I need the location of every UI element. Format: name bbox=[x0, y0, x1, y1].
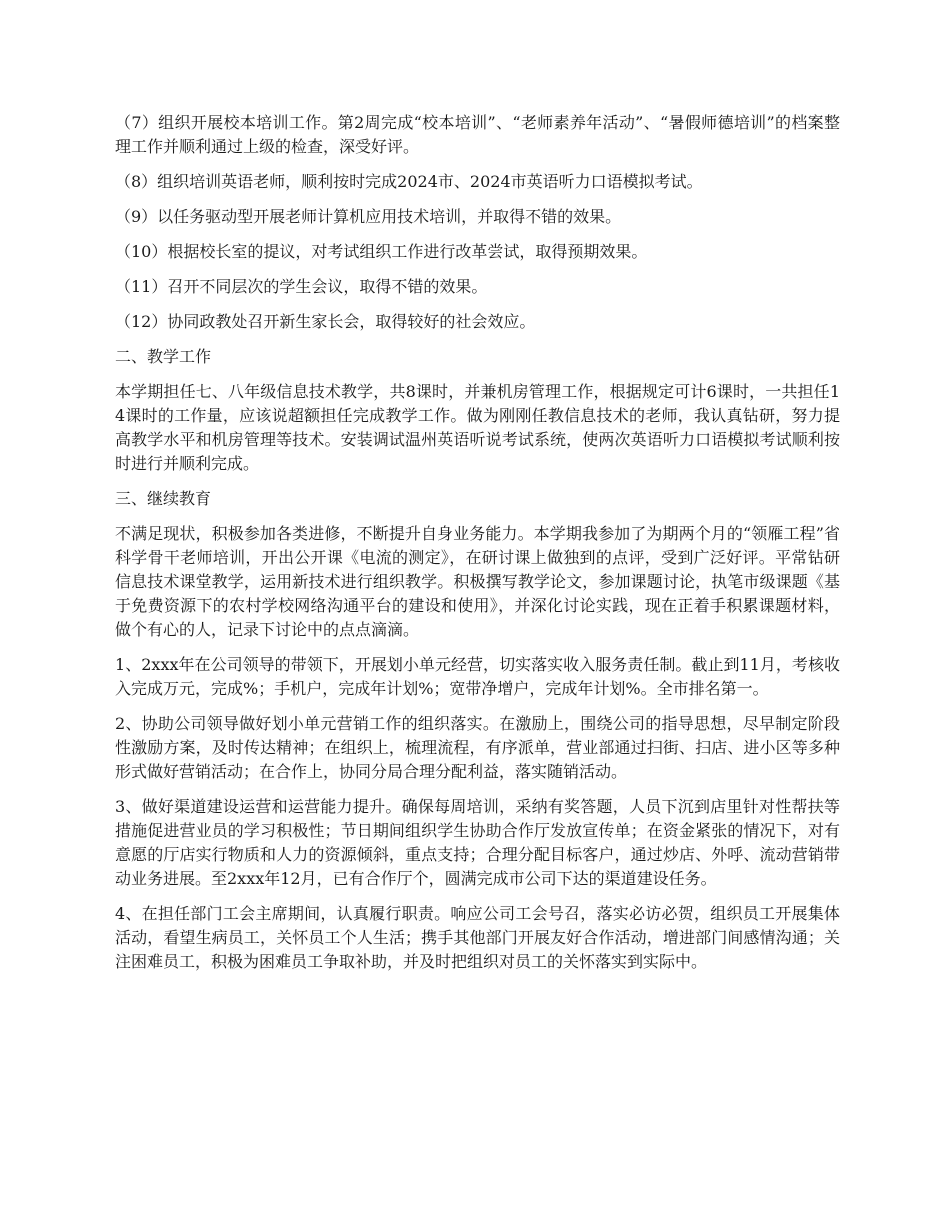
section-heading-continuing-education: 三、继续教育 bbox=[115, 489, 212, 508]
paragraph-point-3: 3、做好渠道建设运营和运营能力提升。确保每周培训，采纳有奖答题，人员下沉到店里针对性帮扶等措施促进营业员的学习积极性；节日期间组织学生协助合作厅发放宣传单；在资金紧张的情况下，对有意愿的厅店实行物质和人力的资源倾斜，重点支持；合理分配目标客户，通过炒店、外呼、流动营销带动业务进展。至2xxx年12月，已有合作厅个，圆满完成市公司下达的渠道建设任务。 bbox=[115, 797, 840, 888]
paragraph-item-11: （11）召开不同层次的学生会议，取得不错的效果。 bbox=[115, 277, 488, 296]
paragraph-item-9: （9）以任务驱动型开展老师计算机应用技术培训，并取得不错的效果。 bbox=[115, 207, 622, 226]
paragraph-item-10: （10）根据校长室的提议，对考试组织工作进行改革尝试，取得预期效果。 bbox=[115, 242, 648, 261]
paragraph-item-7: （7）组织开展校本培训工作。第2周完成“校本培训”、“老师素养年活动”、“暑假师德培训”的档案整理工作并顺利通过上级的检查，深受好评。 bbox=[115, 113, 840, 156]
paragraph-continuing-education: 不满足现状，积极参加各类进修，不断提升自身业务能力。本学期我参加了为期两个月的“领雁工程”省科学骨干老师培训，开出公开课《电流的测定》，在研讨课上做独到的点评，受到广泛好评。平常钻研信息技术课堂教学，运用新技术进行组织教学。积极撰写教学论文，参加课题讨论，执笔市级课题《基于免费资源下的农村学校网络沟通平台的建设和使用》，并深化讨论实践，现在正着手积累课题材料，做个有心的人，记录下讨论中的点点滴滴。 bbox=[115, 524, 840, 639]
paragraph-point-4: 4、在担任部门工会主席期间，认真履行职责。响应公司工会号召，落实必访必贺，组织员工开展集体活动，看望生病员工，关怀员工个人生活；携手其他部门开展友好合作活动，增进部门间感情沟通；关注困难员工，积极为困难员工争取补助，并及时把组织对员工的关怀落实到实际中。 bbox=[115, 904, 840, 971]
paragraph-item-8: （8）组织培训英语老师，顺利按时完成2024市、2024市英语听力口语模拟考试。 bbox=[115, 172, 703, 191]
paragraph-point-2: 2、协助公司领导做好划小单元营销工作的组织落实。在激励上，围绕公司的指导思想，尽早制定阶段性激励方案，及时传达精神；在组织上，梳理流程，有序派单，营业部通过扫街、扫店、进小区等多种形式做好营销活动；在合作上，协同分局合理分配利益，落实随销活动。 bbox=[115, 714, 840, 781]
paragraph-teaching: 本学期担任七、八年级信息技术教学，共8课时，并兼机房管理工作，根据规定可计6课时，一共担任14课时的工作量，应该说超额担任完成教学工作。做为刚刚任教信息技术的老师，我认真钻研，努力提高教学水平和机房管理等技术。安装调试温州英语听说考试系统，使两次英语听力口语模拟考试顺利按时进行并顺利完成。 bbox=[115, 382, 840, 473]
document-body bbox=[115, 111, 840, 985]
section-heading-teaching: 二、教学工作 bbox=[115, 347, 212, 366]
paragraph-point-1: 1、2xxx年在公司领导的带领下，开展划小单元经营，切实落实收入服务责任制。截止到11月，考核收入完成万元，完成%；手机户，完成年计划%；宽带净增户，完成年计划%。全市排名第一。 bbox=[115, 655, 840, 698]
paragraph-item-12: （12）协同政教处召开新生家长会，取得较好的社会效应。 bbox=[115, 312, 536, 331]
